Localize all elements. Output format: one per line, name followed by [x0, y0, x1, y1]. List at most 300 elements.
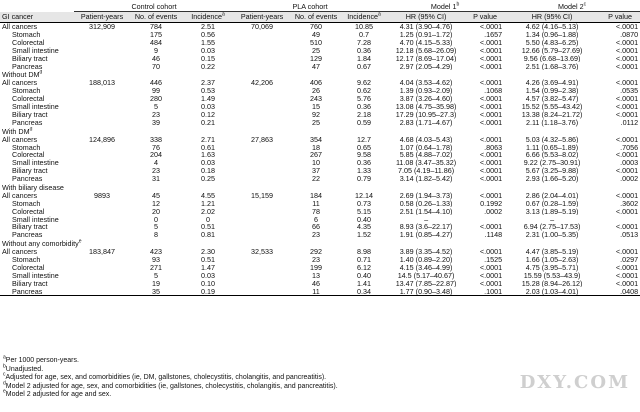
row-label: Biliary tract — [12, 223, 48, 232]
pla-patient-years — [234, 287, 290, 295]
pla-events: 47 — [312, 62, 321, 71]
control-events: 23 — [152, 110, 160, 119]
pla-incidence: 9.58 — [357, 151, 372, 160]
table-row — [0, 200, 640, 208]
pla-incidence: 0.79 — [357, 174, 372, 183]
table-row — [0, 264, 640, 272]
row-label: Stomach — [12, 143, 41, 152]
control-patient-years — [74, 151, 130, 159]
model2-hr: 1.11 (0.65–1.89) — [525, 143, 579, 152]
pla-events: 78 — [312, 207, 321, 216]
control-patient-years — [74, 272, 130, 280]
row-label: All cancers — [2, 135, 38, 144]
model2-hr: 12.66 (5.79–27.69) — [521, 46, 583, 55]
table-row — [0, 256, 640, 264]
pla-events: 49 — [312, 30, 321, 39]
pla-incidence: 0.36 — [357, 159, 372, 168]
watermark: DXY.COM — [519, 372, 630, 393]
model1-pvalue: <.0001 — [479, 174, 503, 183]
row-label: Stomach — [12, 255, 41, 264]
control-patient-years — [74, 200, 130, 208]
pla-patient-years — [234, 55, 290, 63]
pla-incidence: 9.62 — [357, 79, 372, 88]
model2-hr: 6.94 (2.75–17.53) — [523, 223, 581, 232]
control-events: 5 — [154, 271, 158, 280]
section-label: With $DM^d$ — [2, 126, 33, 136]
col-control-patient-years: Patient-years — [74, 12, 130, 23]
control-patient-years — [74, 215, 130, 223]
table-body — [0, 23, 640, 296]
model1-hr: 2.97 (2.05–4.29) — [399, 62, 453, 71]
model1-pvalue: <.0001 — [479, 95, 503, 103]
model2-pvalue: <.0001 — [615, 54, 639, 63]
model2-hr: 3.13 (1.89–5.19) — [525, 207, 579, 216]
table-row — [0, 111, 640, 119]
model2-hr: – — [550, 215, 555, 224]
model2-hr: 2.11 (1.18–3.76) — [525, 118, 579, 127]
pla-incidence: 5.15 — [357, 207, 372, 216]
table-row — [0, 175, 640, 183]
footnote: $^b$Unadjusted. — [3, 363, 44, 373]
table-row — [0, 135, 640, 143]
pla-incidence: 1.41 — [357, 279, 372, 288]
control-events: 45 — [152, 191, 160, 200]
pla-events: 354 — [310, 135, 323, 144]
model1-hr: 17.29 (10.95–27.3) — [395, 110, 457, 119]
model2-pvalue: <.0001 — [615, 22, 639, 31]
model2-hr: 5.50 (4.83–6.25) — [525, 38, 579, 47]
pla-events: 46 — [312, 279, 321, 288]
model2-hr: 4.57 (3.82–5.47) — [525, 95, 579, 103]
row-label: Pancreas — [12, 118, 43, 127]
pla-cohort-header: PLA cohort — [234, 0, 386, 12]
control-events: 5 — [154, 102, 158, 111]
model2-hr: 2.51 (1.68–3.76) — [525, 62, 579, 71]
row-label: All cancers — [2, 191, 38, 200]
table-row — [0, 39, 640, 47]
table-row — [0, 280, 640, 288]
control-patient-years: 188,013 — [89, 79, 115, 88]
model1-pvalue: <.0001 — [479, 22, 503, 31]
pla-events: 199 — [310, 263, 323, 272]
model2-hr: 4.47 (3.85–5.19) — [525, 247, 579, 256]
model2-pvalue: .0112 — [620, 118, 639, 127]
table-row — [0, 192, 640, 200]
control-incidence: 0.81 — [201, 231, 216, 240]
table-row — [0, 272, 640, 280]
pla-incidence: 7.28 — [357, 38, 372, 47]
table-row — [0, 55, 640, 63]
model1-hr: 3.89 (3.35–4.52) — [399, 247, 453, 256]
pla-patient-years — [234, 95, 290, 103]
row-label: Pancreas — [12, 231, 43, 240]
pla-patient-years — [234, 159, 290, 167]
model1-pvalue — [466, 215, 504, 223]
model1-hr: 12.17 (8.69–17.04) — [395, 54, 457, 63]
col-m1-hr: HR (95% CI) — [386, 12, 466, 23]
pla-events: 23 — [312, 255, 321, 264]
model2-header: Model 2$^c$ — [504, 0, 640, 12]
model2-pvalue: .0513 — [620, 231, 639, 240]
model1-hr: 2.83 (1.71–4.67) — [399, 118, 453, 127]
table-row — [0, 143, 640, 151]
pla-events: 406 — [310, 79, 323, 88]
control-incidence: 0.51 — [201, 255, 216, 264]
model1-pvalue: .0002 — [484, 207, 503, 216]
pla-events: 92 — [312, 110, 321, 119]
control-incidence: 1.47 — [201, 263, 216, 272]
control-incidence: 2.30 — [201, 247, 216, 256]
footnote: $^c$Adjusted for age, sex, and comorbidities (ie, DM, gallstones, cholecystitis, cholangitis, and pancreatitis). — [3, 371, 327, 382]
control-patient-years — [74, 111, 130, 119]
control-events: 31 — [152, 174, 160, 183]
model1-pvalue: .1001 — [466, 287, 504, 295]
row-label: Stomach — [12, 30, 41, 39]
model1-hr: 4.68 (4.03–5.43) — [399, 135, 453, 144]
pla-incidence: 0.7 — [359, 30, 370, 39]
row-label: Small intestine — [12, 102, 59, 111]
model1-hr: 1.07 (0.64–1.78) — [399, 143, 453, 152]
pla-incidence: 0.67 — [357, 62, 372, 71]
model1-hr: 5.85 (4.88–7.02) — [399, 151, 453, 160]
table-row — [0, 215, 640, 223]
model2-pvalue: <.0001 — [615, 191, 639, 200]
control-patient-years: 312,909 — [89, 22, 115, 31]
model1-pvalue: .8063 — [484, 143, 503, 152]
model2-pvalue — [600, 215, 640, 223]
section-label: With biliary disease — [2, 182, 64, 192]
pla-incidence: 0.65 — [357, 143, 372, 152]
pla-events: 267 — [310, 151, 323, 160]
table-row — [0, 119, 640, 127]
row-label: Colorectal — [12, 95, 45, 103]
footnotes — [3, 354, 338, 400]
pla-incidence: 0.62 — [357, 87, 372, 96]
control-events: 175 — [150, 30, 162, 39]
pla-patient-years — [234, 111, 290, 119]
model1-hr: 14.5 (5.17–40.67) — [397, 271, 455, 280]
control-incidence: 2.51 — [201, 22, 216, 31]
control-patient-years — [74, 167, 130, 175]
control-events: 46 — [152, 54, 160, 63]
row-label: All cancers — [2, 247, 38, 256]
pla-patient-years — [234, 264, 290, 272]
model1-hr: 4.31 (3.90–4.76) — [399, 22, 453, 31]
model1-pvalue: <.0001 — [479, 263, 503, 272]
model1-pvalue: <.0001 — [479, 110, 503, 119]
control-events: 0 — [154, 215, 158, 224]
col-m2-hr: HR (95% CI) — [504, 12, 600, 23]
control-incidence: 0.53 — [201, 87, 216, 96]
model1-pvalue: <.0001 — [479, 191, 503, 200]
pla-patient-years — [234, 175, 290, 183]
table-row — [0, 79, 640, 87]
pla-incidence: 1.33 — [357, 167, 372, 175]
control-patient-years — [74, 47, 130, 55]
model1-hr: 0.58 (0.26–1.33) — [399, 199, 453, 208]
row-label: Pancreas — [12, 174, 43, 183]
row-label: Pancreas — [12, 62, 43, 71]
pla-incidence: 0.36 — [357, 102, 372, 111]
pla-patient-years — [234, 31, 290, 39]
model2-pvalue: <.0001 — [615, 207, 639, 216]
pla-patient-years: 32,533 — [251, 247, 274, 256]
row-label: Colorectal — [12, 38, 45, 47]
pla-events: 510 — [310, 38, 323, 47]
control-patient-years — [74, 103, 130, 111]
table-row — [0, 167, 640, 175]
model2-hr: 15.59 (5.53–43.9) — [523, 271, 581, 280]
model2-pvalue: .0003 — [620, 159, 639, 168]
pla-events: 25 — [312, 46, 321, 55]
model2-hr: 2.31 (1.00–5.35) — [525, 231, 579, 240]
control-incidence: 0.19 — [182, 287, 234, 295]
control-incidence: 0 — [206, 215, 211, 224]
pla-events: 129 — [310, 54, 323, 63]
model2-pvalue: <.0001 — [615, 167, 639, 175]
model1-pvalue: <.0001 — [479, 54, 503, 63]
model2-pvalue: <.0001 — [615, 151, 639, 160]
pla-incidence: 0.59 — [357, 118, 372, 127]
model2-pvalue: .0002 — [620, 174, 639, 183]
control-events: 784 — [150, 22, 162, 31]
control-incidence: 0.25 — [201, 174, 216, 183]
model2-pvalue: .3602 — [620, 199, 639, 208]
model1-hr: 1.39 (0.93–2.09) — [399, 87, 453, 96]
control-incidence: 0.03 — [201, 159, 216, 168]
pla-events: 10 — [312, 159, 321, 168]
pla-events: 18 — [312, 143, 321, 152]
model2-pvalue: .0535 — [620, 87, 639, 96]
section-row — [0, 127, 640, 136]
control-patient-years — [74, 287, 130, 295]
pla-events: 243 — [310, 95, 323, 103]
row-label: Biliary tract — [12, 279, 48, 288]
control-patient-years — [74, 264, 130, 272]
pla-patient-years — [234, 39, 290, 47]
pla-events: 26 — [312, 87, 321, 96]
model2-pvalue: <.0001 — [615, 223, 639, 232]
control-incidence: 1.49 — [201, 95, 216, 103]
model2-pvalue: <.0001 — [615, 271, 639, 280]
pla-patient-years — [234, 207, 290, 215]
control-incidence: 4.55 — [201, 191, 216, 200]
model2-hr: 4.26 (3.69–4.91) — [525, 79, 579, 88]
model2-hr: 4.62 (4.16–5.13) — [525, 22, 579, 31]
control-incidence: 0.61 — [201, 143, 216, 152]
control-patient-years — [74, 95, 130, 103]
control-patient-years — [74, 39, 130, 47]
model1-pvalue: .1657 — [484, 30, 503, 39]
control-patient-years — [74, 159, 130, 167]
pla-patient-years: 27,863 — [251, 135, 274, 144]
control-patient-years — [74, 256, 130, 264]
model1-hr: 1.77 (0.90–3.48) — [386, 287, 466, 295]
model2-pvalue: <.0001 — [615, 263, 639, 272]
model1-hr: 2.69 (1.94–3.73) — [399, 191, 453, 200]
control-events: 446 — [150, 79, 162, 88]
model1-pvalue: <.0001 — [479, 46, 503, 55]
pla-patient-years — [234, 280, 290, 288]
table-row — [0, 87, 640, 95]
model1-hr: 13.47 (7.85–22.87) — [395, 279, 457, 288]
control-events: 423 — [150, 247, 162, 256]
pla-patient-years — [234, 103, 290, 111]
table-row — [0, 62, 640, 70]
model1-hr: 13.08 (4.75–35.98) — [395, 102, 457, 111]
row-label: Biliary tract — [12, 167, 48, 175]
col-pla-incidence: Incidence$^a$ — [342, 12, 386, 23]
section-label: Without $DM^d$ — [2, 70, 43, 80]
control-cohort-header: Control cohort — [74, 0, 234, 12]
control-patient-years — [74, 87, 130, 95]
table-row — [0, 231, 640, 239]
model1-pvalue: <.0001 — [479, 279, 503, 288]
control-events: 93 — [152, 255, 160, 264]
pla-patient-years — [234, 62, 290, 70]
section-row — [0, 70, 640, 79]
pla-events: 760 — [310, 22, 323, 31]
model2-hr: 9.22 (2.75–30.91) — [523, 159, 581, 168]
control-patient-years — [74, 55, 130, 63]
pla-patient-years — [234, 87, 290, 95]
control-events: 23 — [152, 167, 160, 175]
control-events: 5 — [154, 223, 158, 232]
control-incidence: 2.37 — [201, 79, 216, 88]
model2-pvalue: .0297 — [620, 255, 639, 264]
model1-pvalue: <.0001 — [479, 151, 503, 160]
control-incidence: 0.18 — [201, 167, 216, 175]
footnote: $^e$Model 2 adjusted for age and sex. — [3, 389, 112, 399]
footnote: $^a$Per 1000 person-years. — [3, 354, 79, 364]
control-events: 204 — [150, 151, 162, 160]
col-pla-events: No. of events — [290, 12, 342, 23]
control-incidence: 0.10 — [201, 279, 216, 288]
model2-hr: 2.93 (1.66–5.20) — [525, 174, 579, 183]
col-control-events: No. of events — [130, 12, 182, 23]
pla-incidence: 0.71 — [357, 255, 372, 264]
pla-patient-years: 15,159 — [251, 191, 274, 200]
model1-pvalue: <.0001 — [479, 38, 503, 47]
model2-hr: 13.38 (8.24–21.72) — [521, 110, 583, 119]
col-m2-p: P value — [600, 12, 640, 23]
model1-hr: 1.25 (0.91–1.72) — [399, 30, 453, 39]
footnote: $^d$Model 2 adjusted for age, sex, and comorbidities (ie, gallstones, cholecystitis, cholangitis, and pancreatitis). — [3, 380, 338, 390]
control-events: 99 — [152, 87, 160, 96]
pla-incidence: 0.36 — [357, 46, 372, 55]
model1-hr: 1.40 (0.89–2.20) — [399, 255, 453, 264]
model2-pvalue: .7056 — [620, 143, 639, 152]
pla-incidence: 0.40 — [357, 215, 372, 224]
control-events: 338 — [150, 135, 162, 144]
row-label: Colorectal — [12, 207, 45, 216]
model1-hr: 4.70 (4.15–5.33) — [399, 38, 453, 47]
control-incidence: 2.02 — [201, 207, 216, 216]
control-events: 70 — [152, 62, 160, 71]
col-gi-cancer: GI cancer — [0, 12, 74, 23]
model2-hr: 4.75 (3.95–5.71) — [525, 263, 579, 272]
model2-hr: 2.03 (1.03–4.01) — [504, 287, 600, 295]
column-header-row — [0, 12, 640, 23]
control-patient-years — [74, 143, 130, 151]
control-events: 271 — [150, 263, 162, 272]
model2-pvalue: <.0001 — [615, 46, 639, 55]
model1-pvalue: .1068 — [484, 87, 503, 96]
model2-pvalue: <.0001 — [615, 38, 639, 47]
control-incidence: 0.15 — [201, 54, 216, 63]
pla-incidence: 10.85 — [355, 22, 374, 31]
pla-incidence: 0.40 — [357, 271, 372, 280]
control-patient-years — [74, 62, 130, 70]
pla-incidence: 6.12 — [357, 263, 372, 272]
model2-hr: 5.67 (3.25–9.88) — [525, 167, 579, 175]
pla-events: 23 — [312, 231, 321, 240]
pla-incidence: 1.84 — [357, 54, 372, 63]
control-incidence: 0.56 — [201, 30, 216, 39]
model2-hr: 0.67 (0.28–1.59) — [525, 199, 579, 208]
model1-hr: 12.18 (5.68–26.09) — [395, 46, 457, 55]
control-patient-years — [74, 280, 130, 288]
pla-patient-years: 70,069 — [251, 22, 274, 31]
row-label: Colorectal — [12, 151, 45, 160]
model1-hr: – — [424, 215, 429, 224]
table-row — [0, 151, 640, 159]
model1-pvalue: <.0001 — [479, 159, 503, 168]
control-events: 280 — [150, 95, 162, 103]
control-events: 19 — [152, 279, 160, 288]
pla-patient-years — [234, 119, 290, 127]
pla-events: 15 — [312, 102, 321, 111]
model2-hr: 15.28 (8.94–26.12) — [521, 279, 583, 288]
control-incidence: 1.55 — [201, 38, 216, 47]
model2-pvalue: <.0001 — [615, 62, 639, 71]
control-incidence: 0.03 — [201, 271, 216, 280]
model2-hr: 2.86 (2.04–4.01) — [525, 191, 579, 200]
pla-patient-years — [234, 231, 290, 239]
pla-incidence: 8.98 — [357, 247, 372, 256]
pla-patient-years — [234, 167, 290, 175]
model1-header: Model 1$^b$ — [386, 0, 504, 12]
control-events: 9 — [154, 46, 158, 55]
control-incidence: 2.71 — [201, 135, 216, 144]
model2-hr: 1.34 (0.96–1.88) — [525, 30, 579, 39]
pla-incidence: 5.76 — [357, 95, 372, 103]
control-incidence: 0.21 — [201, 118, 216, 127]
section-row — [0, 239, 640, 248]
pla-incidence: 0.34 — [342, 287, 386, 295]
table-row — [0, 47, 640, 55]
model1-pvalue: <.0001 — [479, 118, 503, 127]
model1-hr: 3.87 (3.26–4.60) — [399, 95, 453, 103]
group-header-row — [0, 0, 640, 12]
model2-pvalue: .0408 — [600, 287, 640, 295]
row-label: Small intestine — [12, 215, 59, 224]
model2-hr: 6.66 (5.53–8.02) — [525, 151, 579, 160]
model1-pvalue: .1525 — [484, 255, 503, 264]
pla-patient-years — [234, 47, 290, 55]
table-row — [0, 248, 640, 256]
control-incidence: 0.22 — [201, 62, 216, 71]
control-events: 35 — [130, 287, 182, 295]
control-incidence: 1.63 — [201, 151, 216, 160]
table-row — [0, 287, 640, 295]
pla-events: 13 — [312, 271, 321, 280]
table-row — [0, 223, 640, 231]
model1-pvalue: <.0001 — [479, 247, 503, 256]
pla-incidence: 12.14 — [355, 191, 374, 200]
pla-incidence: 1.52 — [357, 231, 372, 240]
control-events: 8 — [154, 231, 158, 240]
